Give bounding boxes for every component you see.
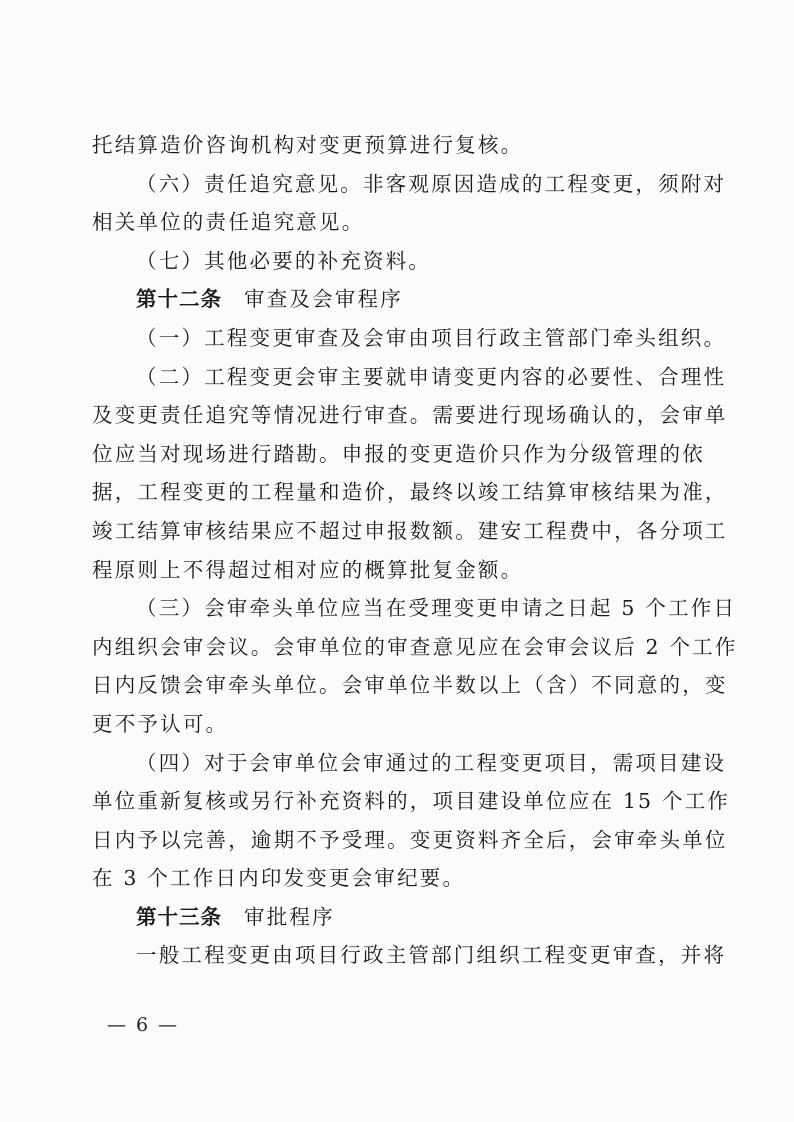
paragraph-line: 日内予以完善，逾期不予受理。变更资料齐全后，会审牵头单位 [92,827,728,852]
article-heading-12 [92,280,704,319]
paragraph-line: 内组织会审会议。会审单位的审查意见应在会审会议后 2 个工作 [92,634,738,659]
paragraph-line: 单位重新复核或另行补充资料的，项目建设单位应在 15 个工作 [92,789,731,814]
article-number: 第十二条 [136,287,222,312]
paragraph-line: 更不予认可。 [92,711,229,736]
document-body [92,126,738,975]
paragraph-line: 日内反馈会审牵头单位。会审单位半数以上（含）不同意的，变 [92,673,728,698]
paragraph-line: 托结算造价咨询机构对变更预算进行复核。 [92,133,524,157]
paragraph-line: 一般工程变更由项目行政主管部门组织工程变更审查，并将 [136,943,727,968]
paragraph-line: （二）工程变更会审主要就申请变更内容的必要性、合理性 [136,364,727,389]
paragraph-line: （四）对于会审单位会审通过的工程变更项目，需项目建设 [136,750,727,775]
paragraph-line: 据，工程变更的工程量和造价，最终以竣工结算审核结果为准， [92,480,728,505]
paragraph-line: 相关单位的责任追究意见。 [92,210,365,235]
paragraph-line: 竣工结算审核结果应不超过申报数额。建安工程费中，各分项工 [92,518,728,543]
article-title: 审批程序 [244,904,335,929]
paragraph-line: （六）责任追究意见。非客观原因造成的工程变更，须附对 [136,171,727,196]
article-title: 审查及会审程序 [244,287,403,312]
page-number: — 6 — [107,1014,180,1036]
paragraph-line: （三）会审牵头单位应当在受理变更申请之日起 5 个工作日 [136,596,737,621]
paragraph-line: （七）其他必要的补充资料。 [136,248,432,273]
paragraph-line: 程原则上不得超过相对应的概算批复金额。 [92,557,524,582]
paragraph-line: 在 3 个工作日内印发变更会审纪要。 [92,866,466,891]
article-number: 第十三条 [136,904,222,929]
article-heading-13 [92,898,704,937]
paragraph-line: 及变更责任追究等情况进行审查。需要进行现场确认的，会审单 [92,403,728,428]
paragraph-line: （一）工程变更审查及会审由项目行政主管部门牵头组织。 [136,325,727,350]
paragraph-line: 位应当对现场进行踏勘。申报的变更造价只作为分级管理的依 [92,441,705,466]
